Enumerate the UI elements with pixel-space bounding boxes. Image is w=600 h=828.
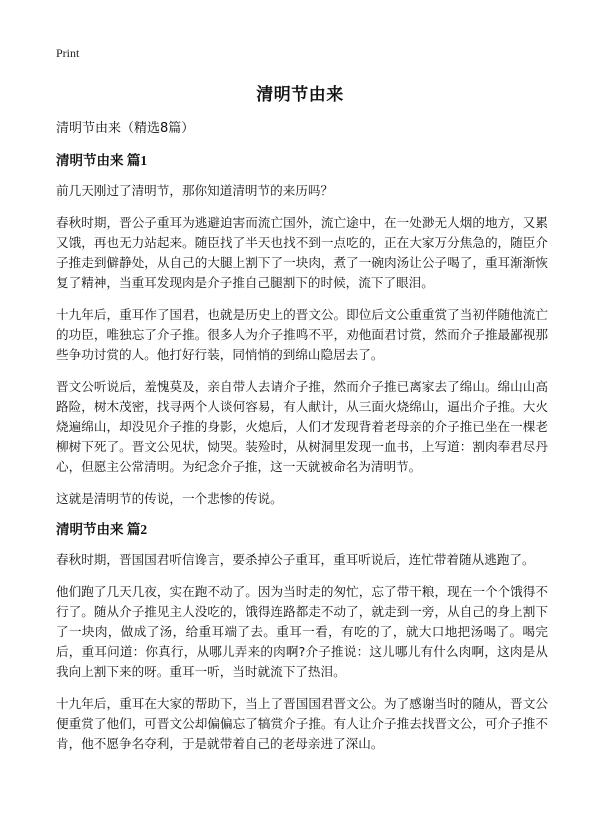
section-2	[56, 521, 548, 754]
document-subtitle: 清明节由来（精选8篇）	[56, 121, 195, 136]
paragraph: 晋文公听说后，羞愧莫及，亲自带人去请介子推，然而介子推已离家去了绵山。绵山山高路险，树木茂密，找寻两个人谈何容易，有人献计，从三面火烧绵山，逼出介子推。大火烧遍绵山，却没见介子推的身影，火熄后，人们才发现背着老母亲的介子推已坐在一棵老柳树下死了。晋文公见状，恸哭。装殓时，从树洞里发现一血书，上写道：割肉奉君尽丹心，但愿主公常清明。为纪念介子推，这一天就被命名为清明节。	[56, 379, 548, 474]
paragraph: 十九年后，重耳在大家的帮助下，当上了晋国国君晋文公。为了感谢当时的随从，晋文公便重赏了他们，可晋文公却偏偏忘了犒赏介子推。有人让介子推去找晋文公，可介子推不肯，他不愿争名夺利，于是就带着自己的老母亲进了深山。	[56, 696, 548, 751]
paragraph: 前几天刚过了清明节，那你知道清明节的来历吗？	[56, 183, 334, 198]
paragraph: 春秋时期，晋国国君听信谗言，要杀掉公子重耳，重耳听说后，连忙带着随从逃跑了。	[56, 552, 535, 567]
print-link[interactable]: Print	[56, 46, 80, 60]
section-1	[56, 152, 548, 509]
paragraph: 这就是清明节的传说，一个悲惨的传说。	[56, 491, 283, 506]
document-title: 清明节由来	[256, 85, 344, 105]
section-heading: 清明节由来 篇1	[56, 153, 148, 168]
section-heading: 清明节由来 篇2	[56, 522, 148, 537]
paragraph: 十九年后，重耳作了国君，也就是历史上的晋文公。即位后文公重重赏了当初伴随他流亡的功臣，唯独忘了介子推。很多人为介子推鸣不平，劝他面君讨赏，然而介子推最鄙视那些争功讨赏的人。他打好行装，同悄悄的到绵山隐居去了。	[56, 307, 548, 362]
document-content	[56, 120, 548, 766]
paragraph: 他们跑了几天几夜，实在跑不动了。因为当时走的匆忙，忘了带干粮，现在一个个饿得不行了。随从介子推见主人没吃的，饿得连路都走不动了，就走到一旁，从自己的身上割下了一块肉，做成了汤，给重耳端了去。重耳一看，有吃的了，就大口地把汤喝了。喝完后，重耳问道：你真行，从哪儿弄来的肉啊?介子推说：这儿哪儿有什么肉啊，这肉是从我向上割下来的呀。重耳一听，当时就流下了热泪。	[56, 584, 548, 679]
paragraph: 春秋时期，晋公子重耳为逃避迫害而流亡国外，流亡途中，在一处渺无人烟的地方，又累又饿，再也无力站起来。随臣找了半天也找不到一点吃的，正在大家万分焦急的，随臣介子推走到僻静处，从自己的大腿上割下了一块肉，煮了一碗肉汤让公子喝了，重耳渐渐恢复了精神，当重耳发现肉是介子推自己腿割下的时候，流下了眼泪。	[56, 215, 548, 290]
